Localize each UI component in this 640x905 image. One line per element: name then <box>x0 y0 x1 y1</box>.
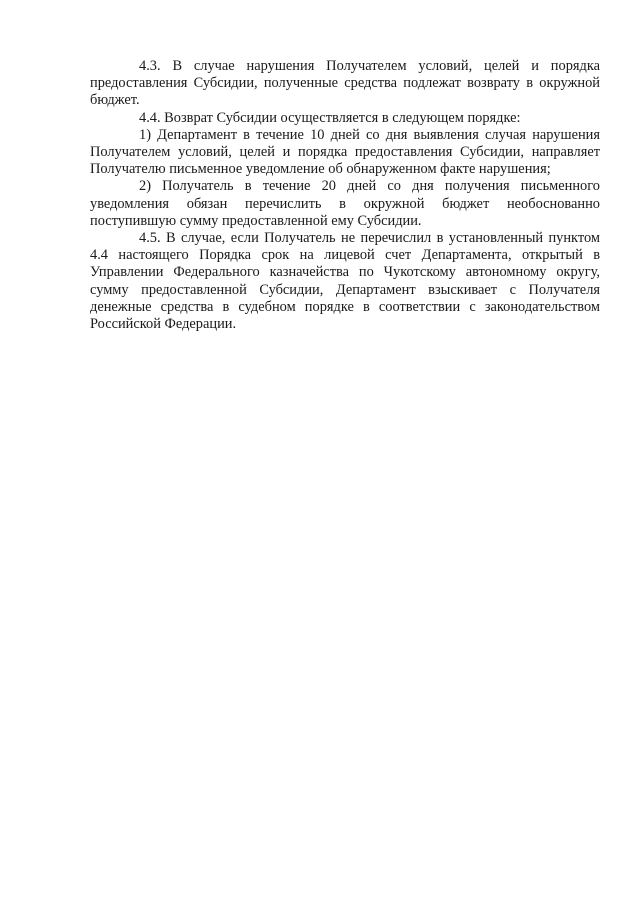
paragraph-4-4-item-2: 2) Получатель в течение 20 дней со дня получения письменного уведомления обязан перечислить в окружной бюджет необоснованно поступившую сумму предоставленной ему Субсидии. <box>90 178 600 229</box>
document-body <box>90 58 600 333</box>
paragraph-4-3: 4.3. В случае нарушения Получателем условий, целей и порядка предоставления Субсидии, полученные средства подлежат возврату в окружной бюджет. <box>90 58 600 109</box>
paragraph-4-5: 4.5. В случае, если Получатель не перечислил в установленный пунктом 4.4 настоящего Порядка срок на лицевой счет Департамента, открытый в Управлении Федерального казначейства по Чукотскому автономному округу, сумму предоставленной Субсидии, Департамент взыскивает с Получателя денежные средства в судебном порядке в соответствии с законодательством Российской Федерации. <box>90 230 600 333</box>
paragraph-4-4: 4.4. Возврат Субсидии осуществляется в следующем порядке: <box>139 109 521 126</box>
paragraph-4-4-item-1: 1) Департамент в течение 10 дней со дня выявления случая нарушения Получателем условий, целей и порядка предоставления Субсидии, направляет Получателю письменное уведомление об обнаруженном факте нарушения; <box>90 126 600 178</box>
